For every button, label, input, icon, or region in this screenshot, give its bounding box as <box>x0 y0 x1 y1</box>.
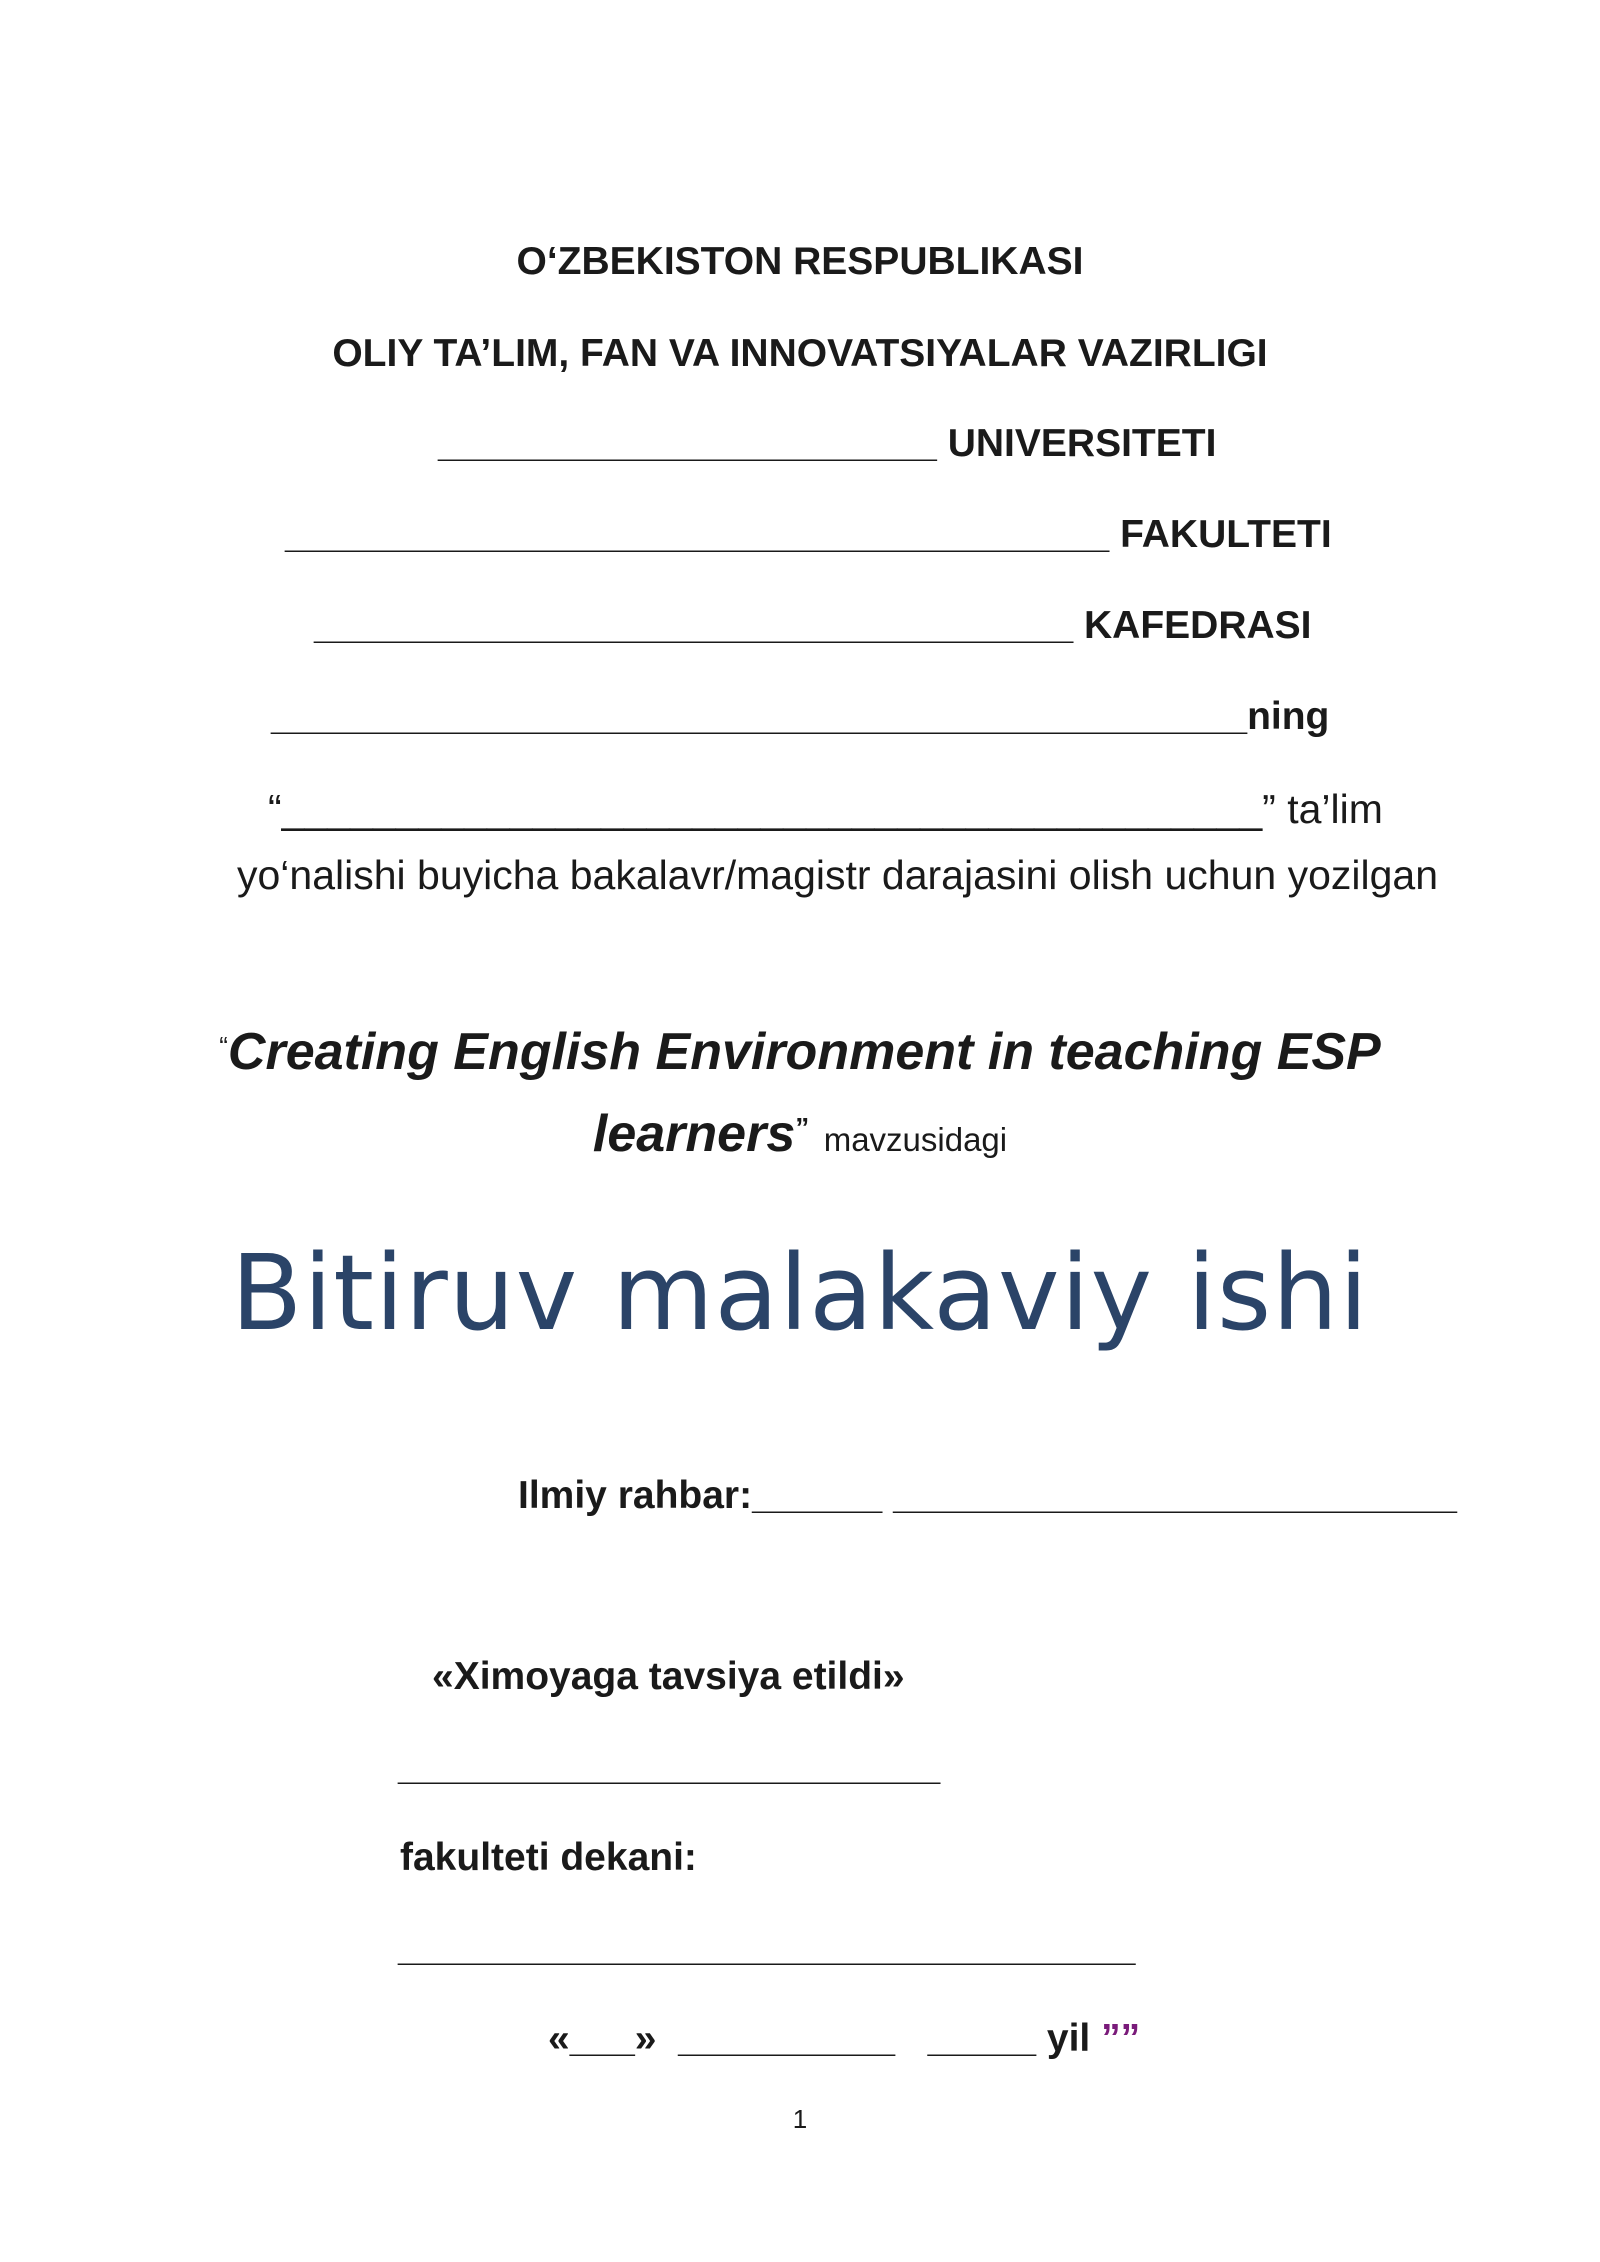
faculty-blank: ______________________________________ <box>285 513 1110 556</box>
date-open: « <box>548 2017 570 2060</box>
dean-label: fakulteti dekani: <box>400 1836 697 1879</box>
department-blank: ___________________________________ <box>314 604 1074 647</box>
supervisor-line <box>518 1474 1457 1518</box>
topic-line-2 <box>0 1104 1600 1164</box>
topic-text-2: learners <box>592 1105 796 1163</box>
student-line <box>271 695 1329 739</box>
university-line <box>438 422 1216 466</box>
direction-close: ” ta’lim <box>1262 786 1383 832</box>
faculty-line <box>285 513 1332 557</box>
student-blank: _____________________________________________ <box>271 695 1248 738</box>
supervisor-blank-1: ______ <box>752 1474 883 1517</box>
topic-line-1 <box>0 1022 1600 1082</box>
dean-blank: __________________________________ <box>398 1926 1136 1969</box>
student-suffix: ning <box>1247 695 1330 738</box>
topic-open-quote: “ <box>219 1031 228 1061</box>
direction-open-quote: “ <box>268 786 282 832</box>
department-label: KAFEDRASI <box>1084 604 1312 647</box>
university-label: UNIVERSITETI <box>947 422 1217 465</box>
date-close: » <box>634 2017 657 2060</box>
department-line <box>314 604 1312 648</box>
direction-line-2: yo‘nalishi buyicha bakalavr/magistr darajasini olish uchun yozilgan <box>237 852 1439 898</box>
topic-suffix: mavzusidagi <box>823 1121 1008 1158</box>
supervisor-blank-2: __________________________ <box>893 1474 1458 1517</box>
topic-text-1: Creating English Environment in teaching ESP <box>227 1023 1381 1081</box>
topic-close-quote: ” <box>795 1112 810 1143</box>
date-month-blank: __________ <box>678 2017 896 2060</box>
direction-blank: ___________________________________________ <box>281 786 1263 832</box>
recommendation-text: «Ximoyaga tavsiya etildi» <box>432 1655 905 1698</box>
document-title: Bitiruv malakaviy ishi <box>231 1232 1369 1354</box>
trailing-quotes: ”” <box>1101 2017 1141 2060</box>
ministry-heading: OLIY TA’LIM, FAN VA INNOVATSIYALAR VAZIRLIGI <box>332 332 1268 375</box>
faculty-label: FAKULTETI <box>1120 513 1332 556</box>
direction-line <box>268 786 1383 833</box>
country-heading: O‘ZBEKISTON RESPUBLIKASI <box>516 240 1084 283</box>
recommendation-blank: _________________________ <box>398 1745 941 1788</box>
supervisor-label: Ilmiy rahbar: <box>518 1474 753 1517</box>
date-line <box>548 2017 1140 2061</box>
date-day-blank: ___ <box>569 2017 635 2060</box>
page-number: 1 <box>792 2104 808 2134</box>
date-suffix: yil <box>1046 2017 1091 2060</box>
date-year-blank: _____ <box>927 2017 1037 2060</box>
university-blank: _______________________ <box>438 422 937 465</box>
